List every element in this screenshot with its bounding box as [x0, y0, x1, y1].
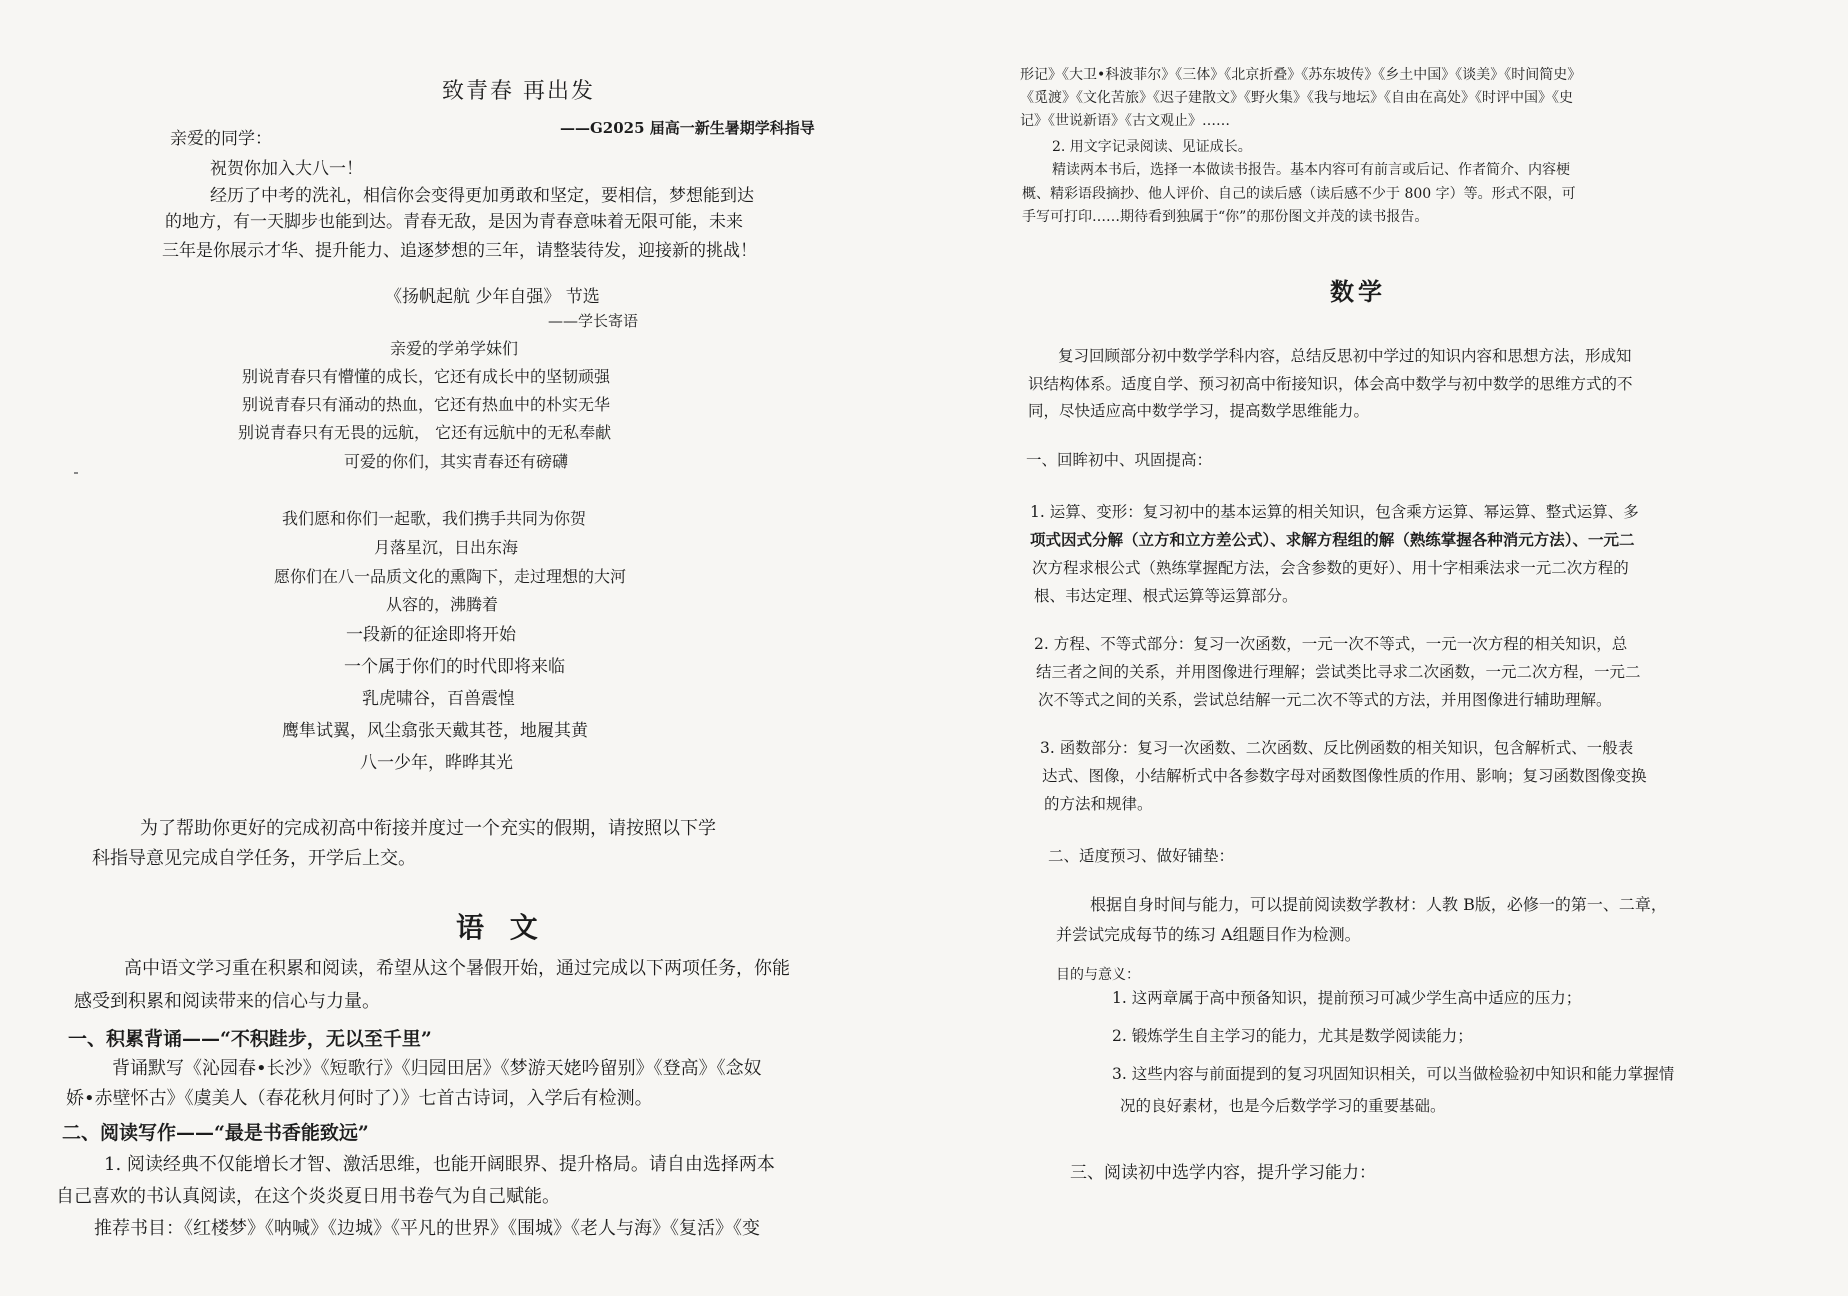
- math-intro: 识结构体系。适度自学、预习初高中衔接知识，体会高中数学与初中数学的思维方式的不: [1028, 375, 1633, 393]
- math-intro: 同，尽快适应高中数学学习，提高数学思维能力。: [1028, 402, 1370, 420]
- poem-line: 从容的，沸腾着: [386, 595, 499, 614]
- poem-line: 乳虎啸谷，百兽震惶: [362, 689, 515, 709]
- greeting-line: 祝贺你加入大八一！: [210, 159, 363, 179]
- section-heading-chinese: 语 文: [456, 911, 546, 944]
- math-intro: 复习回顾部分初中数学学科内容，总结反思初中学过的知识内容和思想方法，形成知: [1058, 347, 1632, 365]
- section-heading-math: 数学: [1330, 277, 1386, 306]
- purpose-item: 2. 锻炼学生自主学习的能力，尤其是数学阅读能力；: [1112, 1027, 1473, 1045]
- record-line: 概、精彩语段摘抄、他人评价、自己的读后感（读后感不少于 800 字）等。形式不限，可: [1022, 186, 1576, 202]
- chinese-intro: 高中语文学习重在积累和阅读，希望从这个暑假开始，通过完成以下两项任务，你能: [124, 958, 790, 979]
- book-list-line: 形记》《大卫•科波菲尔》《三体》《北京折叠》《苏东坡传》《乡土中国》《谈美》《时间简史》: [1020, 67, 1582, 83]
- purpose-item: 3. 这些内容与前面提到的复习巩固知识相关，可以当做检验初中知识和能力掌握情: [1112, 1065, 1675, 1083]
- stray-mark: [74, 472, 78, 474]
- chinese-section-1-title: 一、积累背诵——“不积跬步，无以至千里”: [68, 1028, 432, 1050]
- poem-line: 八一少年，晔晔其光: [360, 753, 513, 773]
- record-line: 手写可打印……期待看到独属于“你”的那份图文并茂的读书报告。: [1022, 209, 1429, 225]
- purpose-item: 1. 这两章属于高中预备知识，提前预习可减少学生高中适应的压力；: [1112, 989, 1582, 1007]
- chinese-section-2-title: 二、阅读写作——“最是书香能致远”: [62, 1122, 369, 1144]
- chinese-section-1-line: 娇•赤壁怀古》《虞美人（春花秋月何时了）》七首古诗词，入学后有检测。: [66, 1088, 653, 1109]
- book-list-line: 记》《世说新语》《古文观止》……: [1020, 113, 1230, 129]
- page-title: 致青春 再出发: [442, 79, 595, 104]
- greeting-line: 的地方，有一天脚步也能到达。青春无敌，是因为青春意味着无限可能，未来: [165, 212, 743, 232]
- math-item-2-line: 次不等式之间的关系，尝试总结解一元二次不等式的方法，并用图像进行辅助理解。: [1038, 691, 1612, 709]
- math-section-1-title: 一、回眸初中、巩固提高：: [1026, 451, 1213, 469]
- book-list-line: 《觅渡》《文化苦旅》《迟子建散文》《野火集》《我与地坛》《自由在高处》《时评中国》《史: [1020, 90, 1573, 106]
- poem-line: 别说青春只有涌动的热血，它还有热血中的朴实无华: [242, 395, 611, 414]
- math-item-1-line: 次方程求根公式（熟练掌握配方法，会含参数的更好）、用十字相乘法求一元二次方程的: [1032, 559, 1629, 577]
- poem-line: 亲爱的学弟学妹们: [390, 339, 519, 358]
- record-line: 精读两本书后，选择一本做读书报告。基本内容可有前言或后记、作者简介、内容梗: [1052, 162, 1570, 178]
- math-section-2-line: 并尝试完成每节的练习 A组题目作为检测。: [1056, 925, 1361, 944]
- poem-line: 别说青春只有懵懂的成长，它还有成长中的坚韧顽强: [242, 367, 611, 386]
- math-section-2-line: 根据自身时间与能力，可以提前阅读数学教材：人教 B版，必修一的第一、二章，: [1090, 895, 1667, 914]
- page-subtitle: ——G2025 届高一新生暑期学科指导: [560, 119, 815, 137]
- poem-line: 我们愿和你们一起歌，我们携手共同为你贺: [282, 509, 587, 528]
- record-title: 2. 用文字记录阅读、见证成长。: [1052, 139, 1252, 155]
- poem-line: 月落星沉，日出东海: [374, 538, 519, 557]
- poem-byline: ——学长寄语: [548, 312, 639, 330]
- salutation: 亲爱的同学：: [170, 129, 272, 149]
- poem-line: 一个属于你们的时代即将来临: [344, 657, 565, 677]
- math-item-1-line: 项式因式分解（立方和立方差公式）、求解方程组的解（熟练掌握各种消元方法）、一元二: [1030, 530, 1635, 549]
- purpose-title: 目的与意义：: [1056, 967, 1140, 983]
- chinese-section-2-line: 推荐书目：《红楼梦》《呐喊》《边城》《平凡的世界》《围城》《老人与海》《复活》《变: [94, 1218, 760, 1239]
- chinese-section-2-line: 1. 阅读经典不仅能增长才智、激活思维，也能开阔眼界、提升格局。请自由选择两本: [104, 1154, 775, 1175]
- intro-line: 科指导意见完成自学任务，开学后上交。: [92, 848, 416, 869]
- intro-line: 为了帮助你更好的完成初高中衔接并度过一个充实的假期，请按照以下学: [140, 818, 716, 839]
- math-item-2-line: 结三者之间的关系，并用图像进行理解；尝试类比寻求二次函数，一元二次方程，一元二: [1036, 663, 1641, 681]
- poem-title: 《扬帆起航 少年自强》 节选: [385, 287, 600, 307]
- math-item-3-line: 的方法和规律。: [1044, 795, 1153, 813]
- math-item-3-line: 3. 函数部分：复习一次函数、二次函数、反比例函数的相关知识，包含解析式、一般表: [1040, 739, 1634, 757]
- poem-line: 一段新的征途即将开始: [346, 625, 516, 645]
- poem-line: 别说青春只有无畏的远航， 它还有远航中的无私奉献: [238, 423, 612, 442]
- math-section-3-title: 三、阅读初中选学内容，提升学习能力：: [1070, 1163, 1376, 1183]
- greeting-line: 三年是你展示才华、提升能力、追逐梦想的三年，请整装待发，迎接新的挑战！: [162, 241, 757, 261]
- math-item-2-line: 2. 方程、不等式部分：复习一次函数，一元一次不等式，一元一次方程的相关知识，总: [1034, 635, 1628, 653]
- chinese-intro: 感受到积累和阅读带来的信心与力量。: [74, 991, 380, 1012]
- poem-line: 可爱的你们，其实青春还有磅礴: [344, 452, 569, 471]
- math-item-1-line: 1. 运算、变形：复习初中的基本运算的相关知识，包含乘方运算、幂运算、整式运算、多: [1030, 503, 1639, 521]
- chinese-section-2-line: 自己喜欢的书认真阅读，在这个炎炎夏日用书卷气为自己赋能。: [56, 1186, 560, 1207]
- poem-line: 愿你们在八一品质文化的熏陶下，走过理想的大河: [274, 567, 627, 586]
- chinese-section-1-line: 背诵默写《沁园春•长沙》《短歌行》《归园田居》《梦游天姥吟留别》《登高》《念奴: [112, 1058, 762, 1079]
- greeting-line: 经历了中考的洗礼，相信你会变得更加勇敢和坚定，要相信，梦想能到达: [210, 186, 754, 206]
- math-section-2-title: 二、适度预习、做好铺垫：: [1048, 847, 1235, 865]
- math-item-3-line: 达式、图像，小结解析式中各参数字母对函数图像性质的作用、影响；复习函数图像变换: [1042, 767, 1647, 785]
- poem-line: 鹰隼试翼，风尘翕张天戴其苍，地履其黄: [282, 721, 588, 741]
- purpose-item: 况的良好素材，也是今后数学学习的重要基础。: [1120, 1097, 1446, 1115]
- right-page: [1000, 0, 1848, 1296]
- math-item-1-line: 根、韦达定理、根式运算等运算部分。: [1034, 587, 1298, 605]
